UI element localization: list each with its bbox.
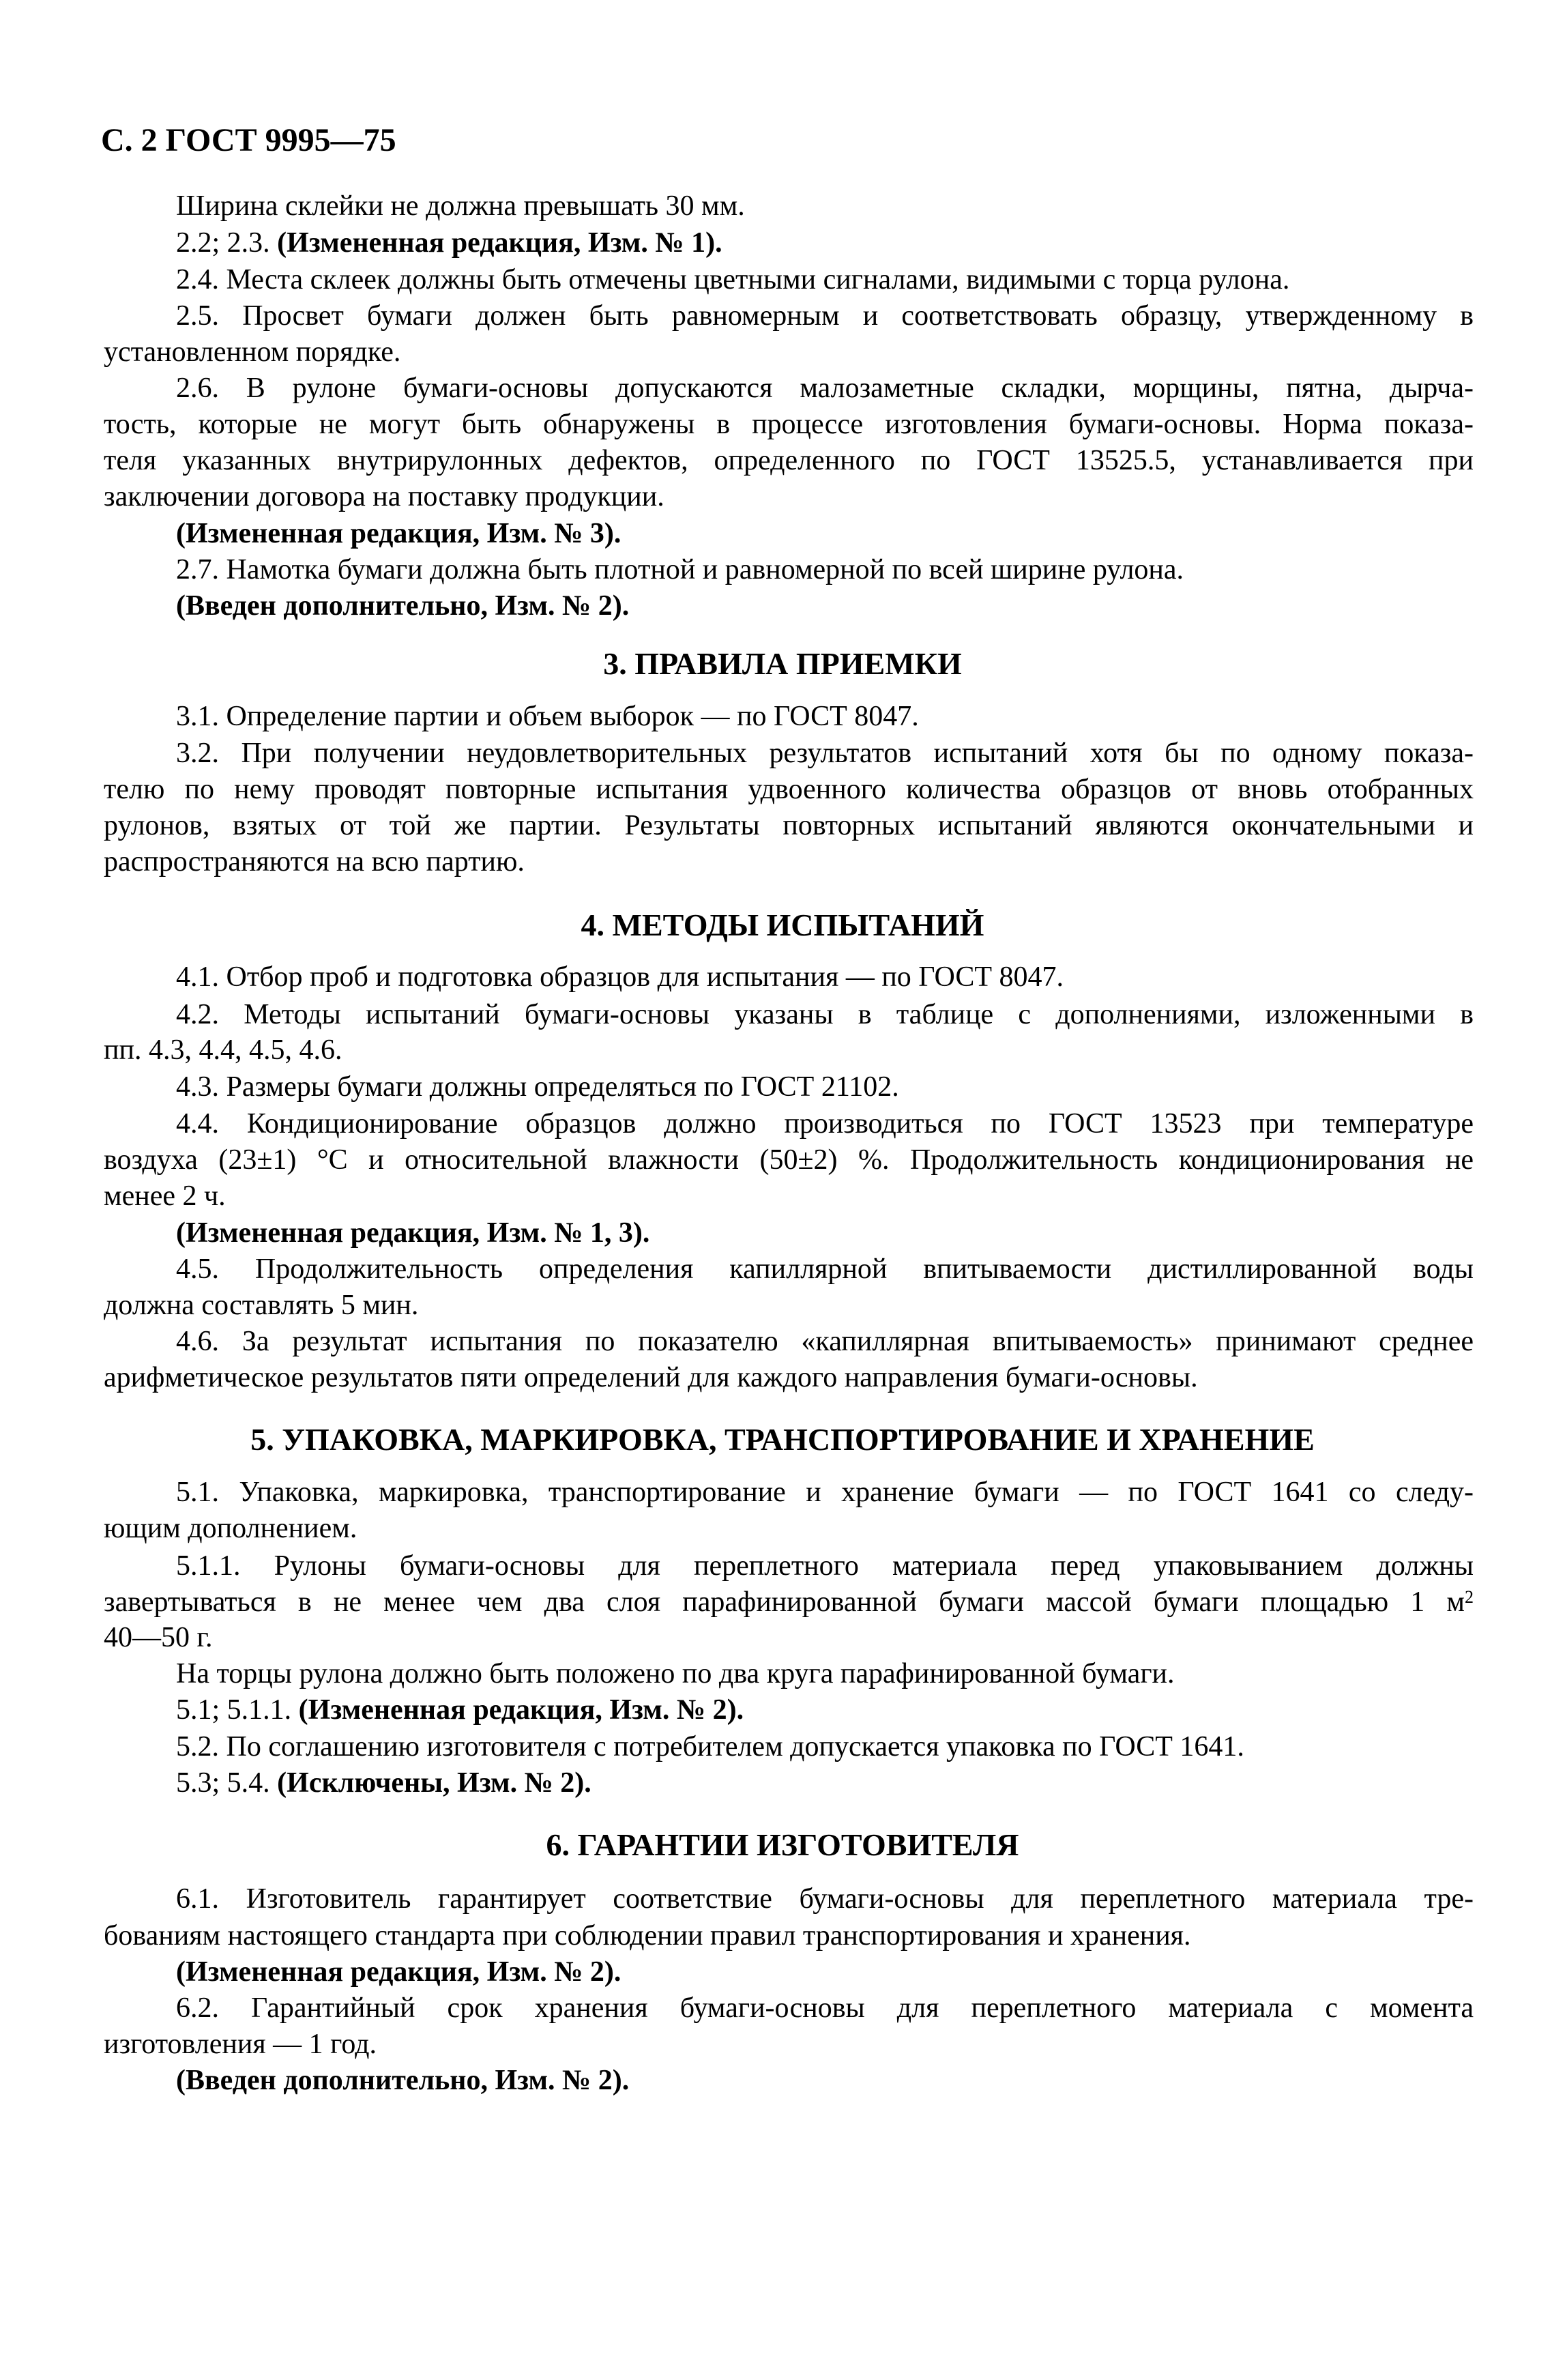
body-line: 6.1. Изготовитель гарантирует соответствие бумаги-основы для переплетного материала тре- (176, 1883, 1474, 1915)
amendment-note: (Измененная редакция, Изм. № 2). (298, 1694, 744, 1726)
body-line: 4.3. Размеры бумаги должны определяться по ГОСТ 21102. (176, 1071, 899, 1103)
body-line: изготовления — 1 год. (104, 2029, 377, 2060)
body-line: телю по нему проводят повторные испытания удвоенного количества образцов от вновь отобранных (104, 774, 1474, 805)
body-line (176, 229, 722, 257)
body-line: 2.6. В рулоне бумаги-основы допускаются малозаметные складки, морщины, пятна, дырча- (176, 373, 1474, 404)
body-line: 2.7. Намотка бумаги должна быть плотной и равномерной по всей ширине рулона. (176, 554, 1184, 585)
body-line: воздуха (23±1) °С и относительной влажности (50±2) %. Продолжительность кондиционирования не (104, 1144, 1474, 1176)
body-line: 4.5. Продолжительность определения капиллярной впитываемости дистиллированной воды (176, 1253, 1474, 1285)
body-line: бованиям настоящего стандарта при соблюдении правил транспортирования и хранения. (104, 1920, 1191, 1951)
body-line: 4.4. Кондиционирование образцов должно производиться по ГОСТ 13523 при температуре (176, 1108, 1474, 1140)
body-line: 2.5. Просвет бумаги должен быть равномерным и соответствовать образцу, утвержденному в (176, 300, 1474, 332)
body-line: 3.1. Определение партии и объем выборок — по ГОСТ 8047. (176, 701, 919, 732)
section-heading: 6. ГАРАНТИИ ИЗГОТОВИТЕЛЯ (546, 1827, 1019, 1862)
body-line: распространяются на всю партию. (104, 846, 525, 877)
body-line: 6.2. Гарантийный срок хранения бумаги-основы для переплетного материала с момента (176, 1992, 1474, 2024)
body-line: 4.1. Отбор проб и подготовка образцов для испытания — по ГОСТ 8047. (176, 961, 1064, 993)
amendment-note: (Исключены, Изм. № 2). (277, 1767, 591, 1799)
clause-number: 5.3; 5.4. (176, 1767, 278, 1799)
body-line-text: завертываться в не менее чем два слоя парафинированной бумаги массой бумаги площадью 1 м (104, 1586, 1465, 1618)
body-line (176, 1696, 744, 1724)
amendment-note: (Измененная редакция, Изм. № 2). (176, 1956, 621, 1988)
body-line: 3.2. При получении неудовлетворительных результатов испытаний хотя бы по одному показа- (176, 738, 1474, 769)
body-line: пп. 4.3, 4.4, 4.5, 4.6. (104, 1034, 342, 1066)
body-line: теля указанных внутрирулонных дефектов, определенного по ГОСТ 13525.5, устанавливается при (104, 445, 1474, 476)
section-heading: 3. ПРАВИЛА ПРИЕМКИ (603, 646, 962, 681)
amendment-note: (Измененная редакция, Изм. № 3). (176, 518, 621, 549)
body-line: 5.1. Упаковка, маркировка, транспортирование и хранение бумаги — по ГОСТ 1641 со следу- (176, 1477, 1474, 1508)
body-line: тость, которые не могут быть обнаружены в процессе изготовления бумаги-основы. Норма показа- (104, 409, 1474, 440)
body-line: рулонов, взятых от той же партии. Результаты повторных испытаний являются окончательными и (104, 810, 1474, 841)
body-line: Ширина склейки не должна превышать 30 мм. (176, 190, 745, 222)
body-line: установленном порядке. (104, 336, 401, 368)
clause-number: 2.2; 2.3. (176, 227, 278, 259)
section-heading: 5. УПАКОВКА, МАРКИРОВКА, ТРАНСПОРТИРОВАНИЕ И ХРАНЕНИЕ (250, 1422, 1315, 1457)
body-line: 5.1.1. Рулоны бумаги-основы для переплетного материала перед упаковыванием должны (176, 1550, 1474, 1582)
body-line: 4.2. Методы испытаний бумаги-основы указаны в таблице с дополнениями, изложенными в (176, 999, 1474, 1030)
amendment-note: (Измененная редакция, Изм. № 1, 3). (176, 1217, 650, 1249)
body-line: На торцы рулона должно быть положено по два круга парафинированной бумаги. (176, 1658, 1175, 1689)
body-line: 4.6. За результат испытания по показателю «капиллярная впитываемость» принимают среднее (176, 1326, 1474, 1357)
body-line: 2.4. Места склеек должны быть отмечены цветными сигналами, видимыми с торца рулона. (176, 264, 1290, 295)
body-line: 40—50 г. (104, 1622, 213, 1653)
body-line: 5.2. По соглашению изготовителя с потребителем допускается упаковка по ГОСТ 1641. (176, 1731, 1244, 1762)
amendment-note: (Введен дополнительно, Изм. № 2). (176, 590, 630, 622)
body-line: менее 2 ч. (104, 1180, 226, 1212)
body-line (104, 1588, 1474, 1616)
amendment-note: (Измененная редакция, Изм. № 1). (277, 227, 722, 259)
clause-number: 5.1; 5.1.1. (176, 1694, 299, 1726)
body-line: должна составлять 5 мин. (104, 1290, 419, 1321)
body-line: заключении договора на поставку продукции. (104, 481, 664, 512)
amendment-note: (Введен дополнительно, Изм. № 2). (176, 2065, 630, 2096)
body-line: ющим дополнением. (104, 1513, 357, 1544)
page-header: С. 2 ГОСТ 9995—75 (101, 122, 396, 158)
superscript: 2 (1464, 1587, 1474, 1608)
section-heading: 4. МЕТОДЫ ИСПЫТАНИЙ (581, 908, 984, 942)
body-line: арифметическое результатов пяти определений для каждого направления бумаги-основы. (104, 1362, 1198, 1393)
body-line (176, 1769, 591, 1797)
